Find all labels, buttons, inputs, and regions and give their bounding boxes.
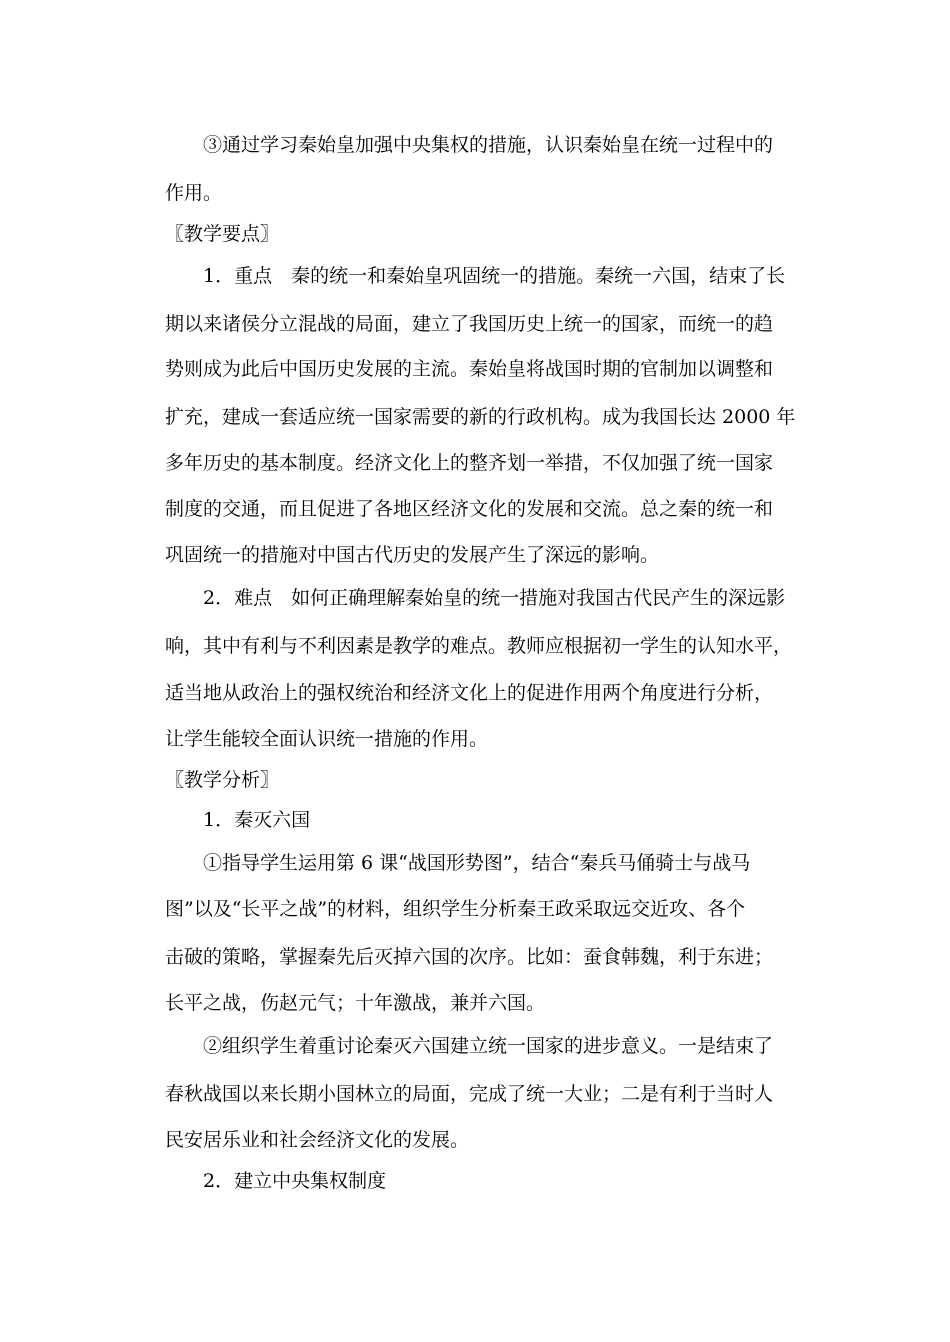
paragraph-line: 1．重点 秦的统一和秦始皇巩固统一的措施。秦统一六国，结束了长 (203, 265, 786, 287)
paragraph-line: 适当地从政治上的强权统治和经济文化上的促进作用两个角度进行分析， (165, 682, 774, 704)
paragraph-line: 2．难点 如何正确理解秦始皇的统一措施对我国古代民产生的深远影 (203, 587, 786, 609)
paragraph-line: 多年历史的基本制度。经济文化上的整齐划一举措，不仅加强了统一国家 (165, 452, 774, 474)
paragraph-line: 春秋战国以来长期小国林立的局面，完成了统一大业；二是有利于当时人 (165, 1083, 774, 1105)
paragraph-line: 扩充，建成一套适应统一国家需要的新的行政机构。成为我国长达 2000 年 (165, 406, 796, 428)
paragraph-line: 巩固统一的措施对中国古代历史的发展产生了深远的影响。 (165, 544, 660, 566)
paragraph-line: 长平之战，伤赵元气；十年激战，兼并六国。 (165, 992, 546, 1014)
subsection-heading: 2．建立中央集权制度 (203, 1170, 387, 1192)
paragraph-line: 作用。 (165, 182, 223, 204)
paragraph-line: 响，其中有利与不利因素是教学的难点。教师应根据初一学生的认知水平， (165, 635, 793, 657)
paragraph-line: 期以来诸侯分立混战的局面，建立了我国历史上统一的国家，而统一的趋 (165, 313, 774, 335)
paragraph-line: ③通过学习秦始皇加强中央集权的措施，认识秦始皇在统一过程中的 (203, 134, 774, 156)
subsection-heading: 1．秦灭六国 (203, 809, 311, 831)
paragraph-line: ①指导学生运用第 6 课“战国形势图”，结合“秦兵马俑骑士与战马 (203, 852, 751, 874)
paragraph-line: 击破的策略，掌握秦先后灭掉六国的次序。比如：蚕食韩魏，利于东进； (165, 946, 774, 968)
paragraph-line: 让学生能较全面认识统一措施的作用。 (165, 728, 489, 750)
paragraph-line: 势则成为此后中国历史发展的主流。秦始皇将战国时期的官制加以调整和 (165, 358, 774, 380)
paragraph-line: 民安居乐业和社会经济文化的发展。 (165, 1129, 470, 1151)
paragraph-line: ②组织学生着重讨论秦灭六国建立统一国家的进步意义。一是结束了 (203, 1035, 774, 1057)
section-heading-teaching-points: 〖教学要点〗 (165, 223, 280, 245)
paragraph-line: 图”以及“长平之战”的材料，组织学生分析秦王政采取远交近攻、各个 (165, 898, 746, 920)
section-heading-teaching-analysis: 〖教学分析〗 (165, 769, 280, 791)
paragraph-line: 制度的交通，而且促进了各地区经济文化的发展和交流。总之秦的统一和 (165, 498, 774, 520)
